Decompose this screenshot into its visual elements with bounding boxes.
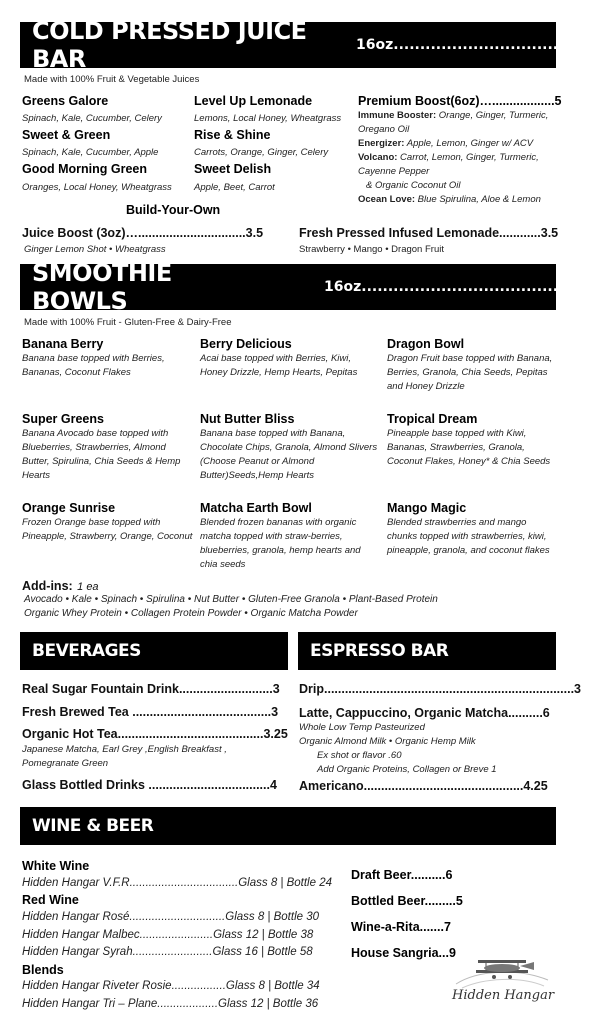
wine-red-header: Red Wine: [22, 893, 79, 907]
beer-line: Wine-a-Rita.......7: [351, 920, 451, 934]
addins-label: Add-ins:: [22, 579, 73, 593]
glass-bottled-line: Glass Bottled Drinks ...................................4: [22, 778, 277, 792]
premium-boost-title: Premium Boost(6oz)…..................5: [358, 94, 562, 108]
bowl-item-name: Dragon Bowl: [387, 337, 465, 351]
wine-line: Hidden Hangar V.F.R..................................Glass 8 | Bottle 24: [22, 877, 332, 889]
wine-beer-title: WINE & BEER: [32, 816, 154, 836]
juice-item-name: Good Morning Green: [22, 162, 147, 176]
espresso-header: [298, 632, 556, 670]
bowl-item-desc: Frozen Orange base topped with Pineapple, Strawberry, Orange, Coconut: [22, 517, 193, 542]
bowls-size-price: 16oz.......................................7.5: [324, 279, 594, 295]
juice-item-desc: Lemons, Local Honey, Wheatgrass: [194, 113, 342, 124]
bowl-item-name: Tropical Dream: [387, 412, 478, 426]
wine-line: Hidden Hangar Rosé..............................Glass 8 | Bottle 30: [22, 911, 320, 923]
bowl-item-name: Mango Magic: [387, 501, 467, 515]
juice-item-name: Sweet & Green: [22, 128, 111, 142]
espresso-line: Americano..............................................4.25: [299, 779, 548, 793]
bowls-note: Made with 100% Fruit - Gluten-Free & Dairy-Free: [24, 317, 232, 328]
premium-option: & Organic Coconut Oil: [366, 180, 461, 191]
logo-text: Hidden Hangar: [452, 988, 555, 1003]
juice-bar-title: COLD PRESSED JUICE BAR: [32, 17, 307, 73]
bowl-item-name: Nut Butter Bliss: [200, 412, 295, 426]
beverage-line: Fresh Brewed Tea ........................................3: [22, 705, 279, 719]
bowl-item-name: Orange Sunrise: [22, 501, 116, 515]
bowl-item-desc: Blended frozen bananas with organic matcha topped with straw-berries, blueberries, granola, hemp hearts and chia seeds: [200, 517, 361, 570]
juice-note: Made with 100% Fruit & Vegetable Juices: [24, 74, 200, 85]
juice-item-desc: Carrots, Orange, Ginger, Celery: [194, 147, 329, 158]
juice-item-name: Rise & Shine: [194, 128, 271, 142]
juice-item-desc: Apple, Beet, Carrot: [194, 182, 275, 193]
premium-option: Immune Booster: Orange, Ginger, Turmeric, Oregano Oil: [358, 110, 549, 135]
bowl-item-desc: Banana base topped with Banana, Chocolate Chips, Granola, Almond Slivers (Choose Peanut or Almond Butter)Seeds,Hemp Hearts: [200, 428, 378, 481]
wine-line: Hidden Hangar Malbec.......................Glass 12 | Bottle 38: [22, 929, 314, 941]
latte-desc: Whole Low Temp Pasteurized Organic Almond Milk • Organic Hemp Milk Ex shot or flavor .60 Add Organic Proteins, Collagen or Breve 1: [299, 722, 497, 775]
juice-item-name: Level Up Lemonade: [194, 94, 313, 108]
bowl-item-name: Matcha Earth Bowl: [200, 501, 312, 515]
wine-blends-header: Blends: [22, 963, 64, 977]
juice-boost-desc: Ginger Lemon Shot • Wheatgrass: [24, 244, 166, 255]
bowl-item-desc: Blended strawberries and mango chunks topped with strawberries, kiwi, pineapple, granola, and coconut flakes: [387, 517, 550, 556]
hot-tea-desc: Japanese Matcha, Earl Grey ,English Breakfast , Pomegranate Green: [22, 744, 227, 769]
addins-price: 1 ea: [77, 581, 99, 593]
juice-boost-line: Juice Boost (3oz)…...............................3.5: [22, 226, 264, 240]
beer-line: Bottled Beer.........5: [351, 894, 463, 908]
wine-beer-header: [20, 807, 556, 845]
beverage-line: Organic Hot Tea..........................................3.25: [22, 727, 288, 741]
addins-list: Avocado • Kale • Spinach • Spirulina • Nut Butter • Gluten-Free Granola • Plant-Based Protein: [24, 594, 438, 605]
smoothie-bowls-title: SMOOTHIE BOWLS: [32, 259, 172, 315]
bowl-item-desc: Banana Avocado base topped with Blueberries, Strawberries, Almond Butter, Spirulina, Chia Seeds & Hemp Hearts: [22, 428, 181, 481]
wine-white-header: White Wine: [22, 859, 90, 873]
infused-lemonade-desc: Strawberry • Mango • Dragon Fruit: [299, 244, 444, 255]
bowl-item-name: Super Greens: [22, 412, 104, 426]
espresso-title: ESPRESSO BAR: [310, 641, 449, 661]
infused-lemonade-line: Fresh Pressed Infused Lemonade............3.5: [299, 226, 559, 240]
premium-option: Energizer: Apple, Lemon, Ginger w/ ACV: [358, 138, 534, 149]
premium-boost-options: [358, 109, 558, 207]
juice-item-name: Greens Galore: [22, 94, 109, 108]
juice-item-desc: Spinach, Kale, Cucumber, Apple: [22, 147, 159, 158]
hidden-hangar-logo: [448, 950, 556, 1012]
bowl-item-desc: Pineapple base topped with Kiwi, Bananas, Strawberries, Granola, Coconut Flakes, Honey* & Chia Seeds: [387, 428, 551, 467]
premium-option: Volcano: Carrot, Lemon, Ginger, Turmeric, Cayenne Pepper: [358, 152, 539, 177]
juice-item-name: Sweet Delish: [194, 162, 272, 176]
juice-bar-header: [20, 17, 594, 73]
bowl-item-name: Banana Berry: [22, 337, 104, 351]
juice-item-desc: Oranges, Local Honey, Wheatgrass: [22, 182, 172, 193]
bowl-item-name: Berry Delicious: [200, 337, 292, 351]
bowl-item-desc: Dragon Fruit base topped with Banana, Berries, Granola, Chia Seeds, Pepitas and Honey Drizzle: [387, 353, 553, 392]
wine-line: Hidden Hangar Syrah.........................Glass 16 | Bottle 58: [22, 946, 313, 958]
addins-list: Organic Whey Protein • Collagen Protein Powder • Organic Matcha Powder: [24, 608, 358, 619]
juice-size-price: 16oz....................................8: [356, 37, 594, 53]
espresso-line: Latte, Cappuccino, Organic Matcha..........6: [299, 706, 550, 720]
beverages-header: [20, 632, 288, 670]
bowl-item-desc: Acai base topped with Berries, Kiwi, Honey Drizzle, Hemp Hearts, Pepitas: [200, 353, 358, 378]
juice-item-desc: Spinach, Kale, Cucumber, Celery: [22, 113, 162, 124]
build-your-own-label: Build-Your-Own: [126, 203, 221, 217]
beer-line: House Sangria...9: [351, 946, 456, 960]
beverages-title: BEVERAGES: [32, 641, 141, 661]
espresso-line: Drip........................................................................3: [299, 682, 582, 696]
beer-line: Draft Beer..........6: [351, 868, 453, 882]
beverage-line: Real Sugar Fountain Drink...........................3: [22, 682, 280, 696]
bowl-item-desc: Banana base topped with Berries, Bananas, Coconut Flakes: [22, 353, 165, 378]
wine-line: Hidden Hangar Riveter Rosie.................Glass 8 | Bottle 34: [22, 980, 320, 992]
premium-option: Ocean Love: Blue Spirulina, Aloe & Lemon: [358, 194, 541, 205]
wine-line: Hidden Hangar Tri – Plane...................Glass 12 | Bottle 36: [22, 998, 319, 1010]
smoothie-bowls-header: [20, 259, 594, 315]
